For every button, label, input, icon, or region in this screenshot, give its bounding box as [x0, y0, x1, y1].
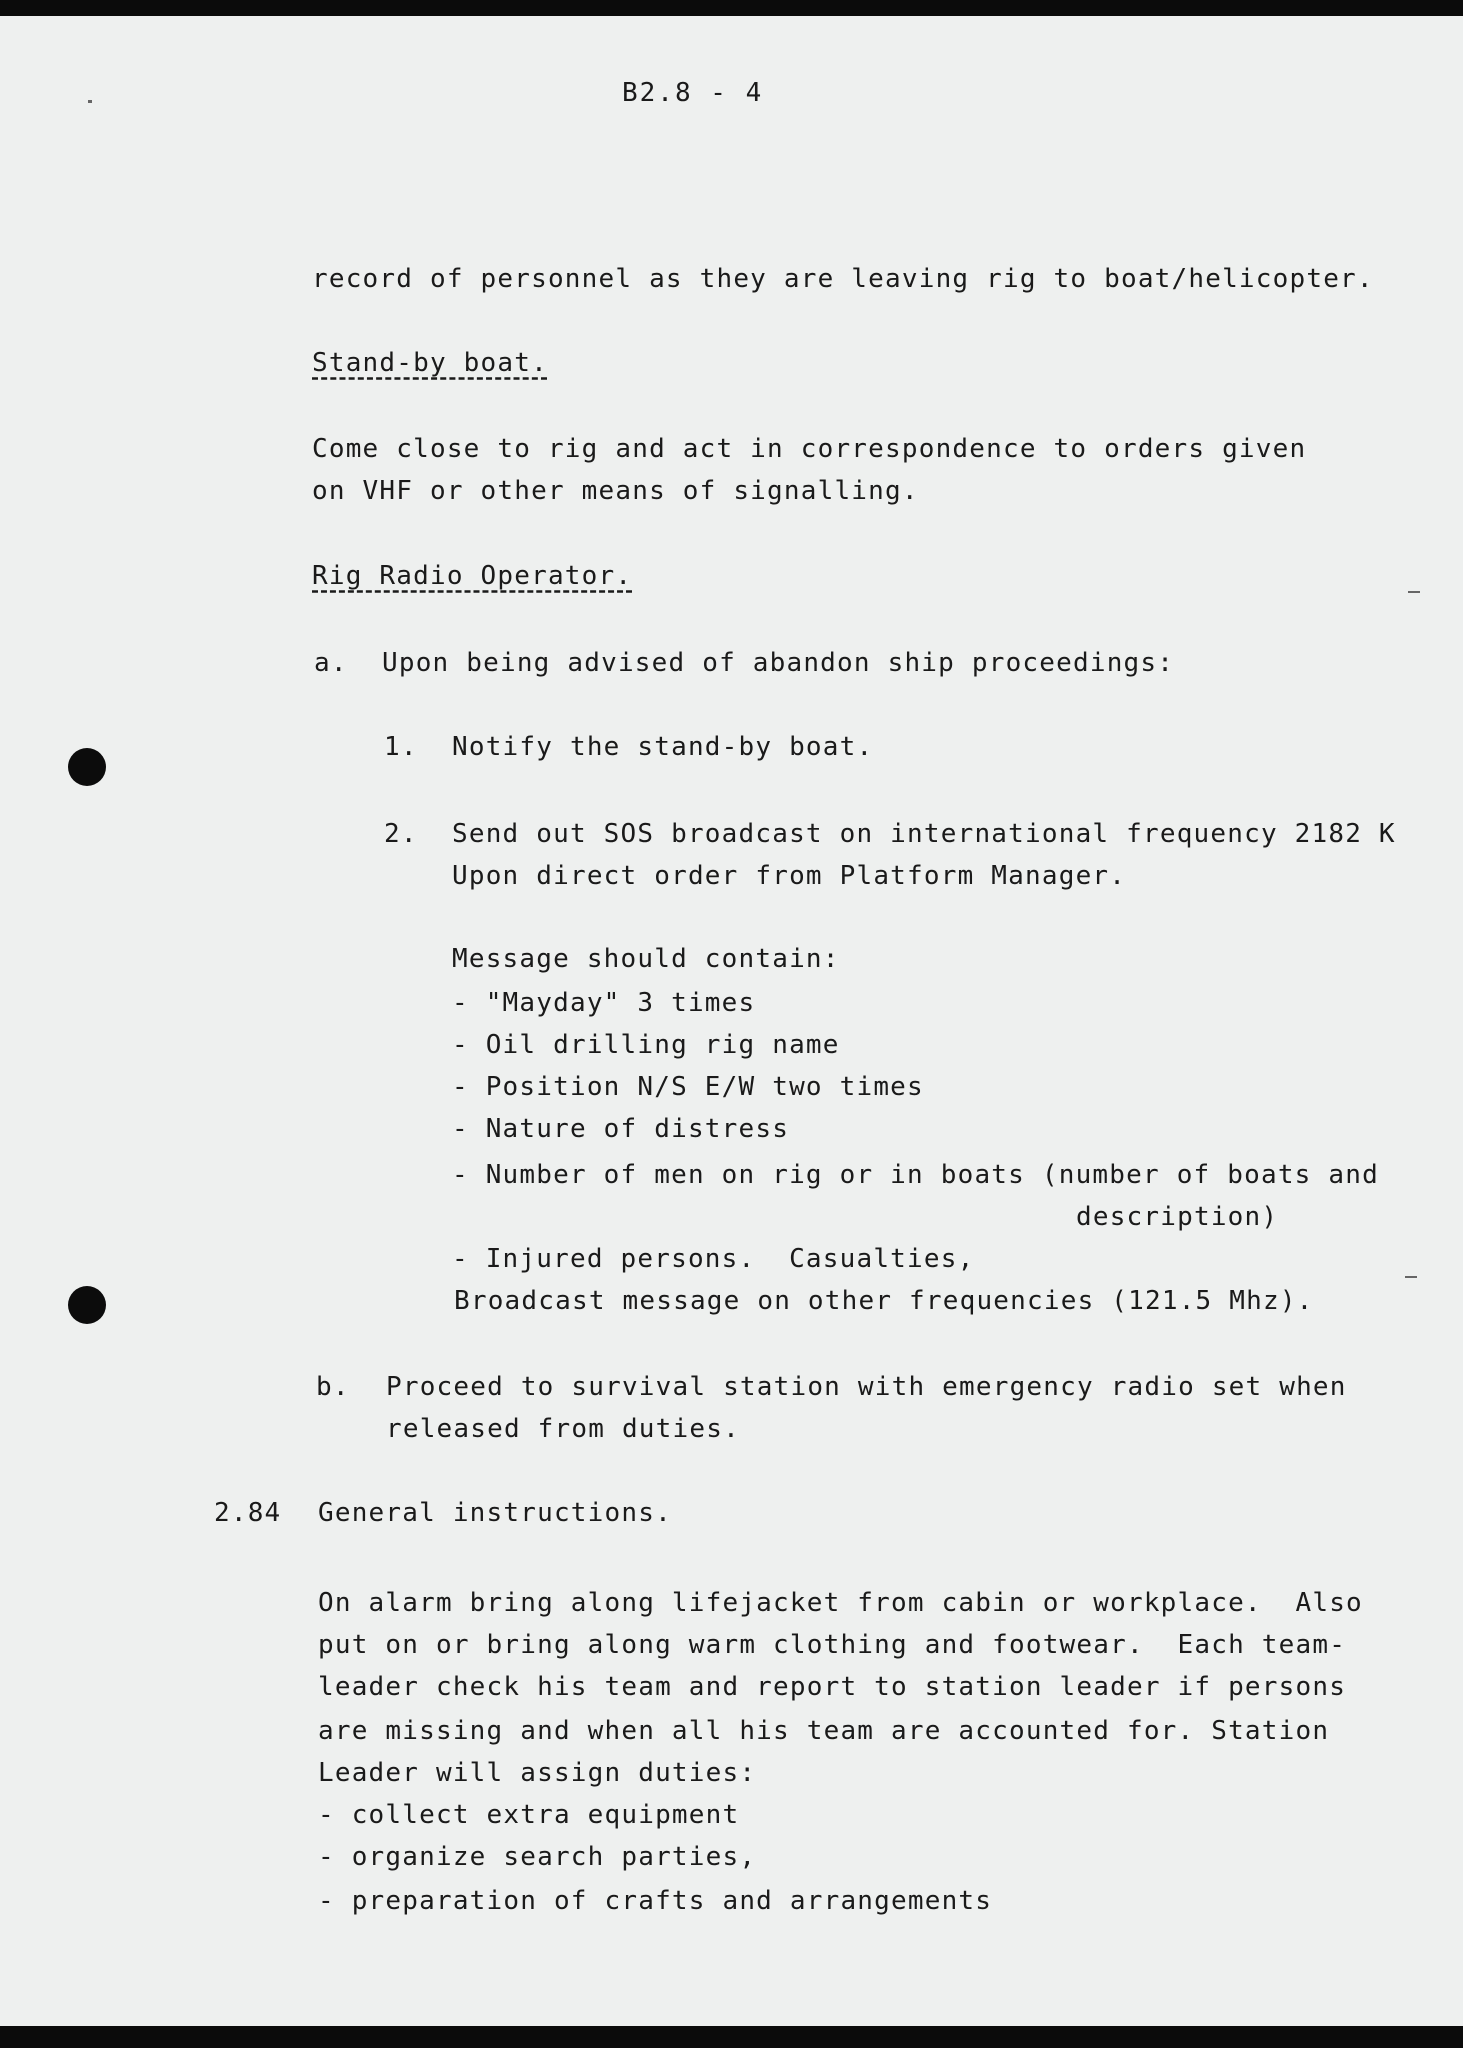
- message-item: - Injured persons. Casualties,: [452, 1244, 975, 1274]
- message-item: - Oil drilling rig name: [452, 1030, 840, 1060]
- punch-hole-lower: [68, 1286, 106, 1324]
- scan-speck: [1405, 1276, 1417, 1278]
- step-2-line: Send out SOS broadcast on international frequency 2182 K: [452, 819, 1396, 849]
- item-b-line: Proceed to survival station with emergency radio set when: [386, 1372, 1347, 1402]
- general-instruction-line: are missing and when all his team are accounted for. Station: [318, 1716, 1330, 1746]
- section-heading: General instructions.: [318, 1498, 672, 1528]
- item-a-text: Upon being advised of abandon ship proceedings:: [382, 648, 1175, 678]
- standby-boat-heading: Stand-by boat.: [312, 348, 548, 378]
- step-1-text: Notify the stand-by boat.: [452, 732, 874, 762]
- item-b-line: released from duties.: [386, 1414, 740, 1444]
- page-number: B2.8 - 4: [622, 78, 764, 108]
- scan-speck: [88, 100, 92, 103]
- section-number: 2.84: [214, 1498, 282, 1528]
- message-intro: Message should contain:: [452, 944, 840, 974]
- message-item: - "Mayday" 3 times: [452, 988, 756, 1018]
- scan-speck: [1408, 591, 1420, 593]
- general-instruction-line: On alarm bring along lifejacket from cabin or workplace. Also: [318, 1588, 1363, 1618]
- item-b-label: b.: [316, 1372, 350, 1402]
- intro-line: record of personnel as they are leaving rig to boat/helicopter.: [312, 264, 1374, 294]
- step-1-number: 1.: [384, 732, 418, 762]
- general-instruction-line: leader check his team and report to station leader if persons: [318, 1672, 1347, 1702]
- item-a-label: a.: [314, 648, 348, 678]
- message-item: - Number of men on rig or in boats (number of boats and: [452, 1160, 1379, 1190]
- step-2-number: 2.: [384, 819, 418, 849]
- message-item: - Position N/S E/W two times: [452, 1072, 924, 1102]
- message-item-continuation: description): [1076, 1202, 1279, 1232]
- duty-item: - preparation of crafts and arrangements: [318, 1886, 993, 1916]
- broadcast-line: Broadcast message on other frequencies (121.5 Mhz).: [454, 1286, 1314, 1316]
- message-item: - Nature of distress: [452, 1114, 790, 1144]
- duty-item: - collect extra equipment: [318, 1800, 740, 1830]
- radio-operator-heading: Rig Radio Operator.: [312, 561, 633, 591]
- standby-boat-line: Come close to rig and act in correspondence to orders given: [312, 434, 1307, 464]
- standby-boat-line: on VHF or other means of signalling.: [312, 476, 919, 506]
- punch-hole-upper: [68, 748, 106, 786]
- general-instruction-line: Leader will assign duties:: [318, 1758, 757, 1788]
- general-instruction-line: put on or bring along warm clothing and footwear. Each team-: [318, 1630, 1347, 1660]
- duty-item: - organize search parties,: [318, 1842, 757, 1872]
- step-2-line: Upon direct order from Platform Manager.: [452, 861, 1127, 891]
